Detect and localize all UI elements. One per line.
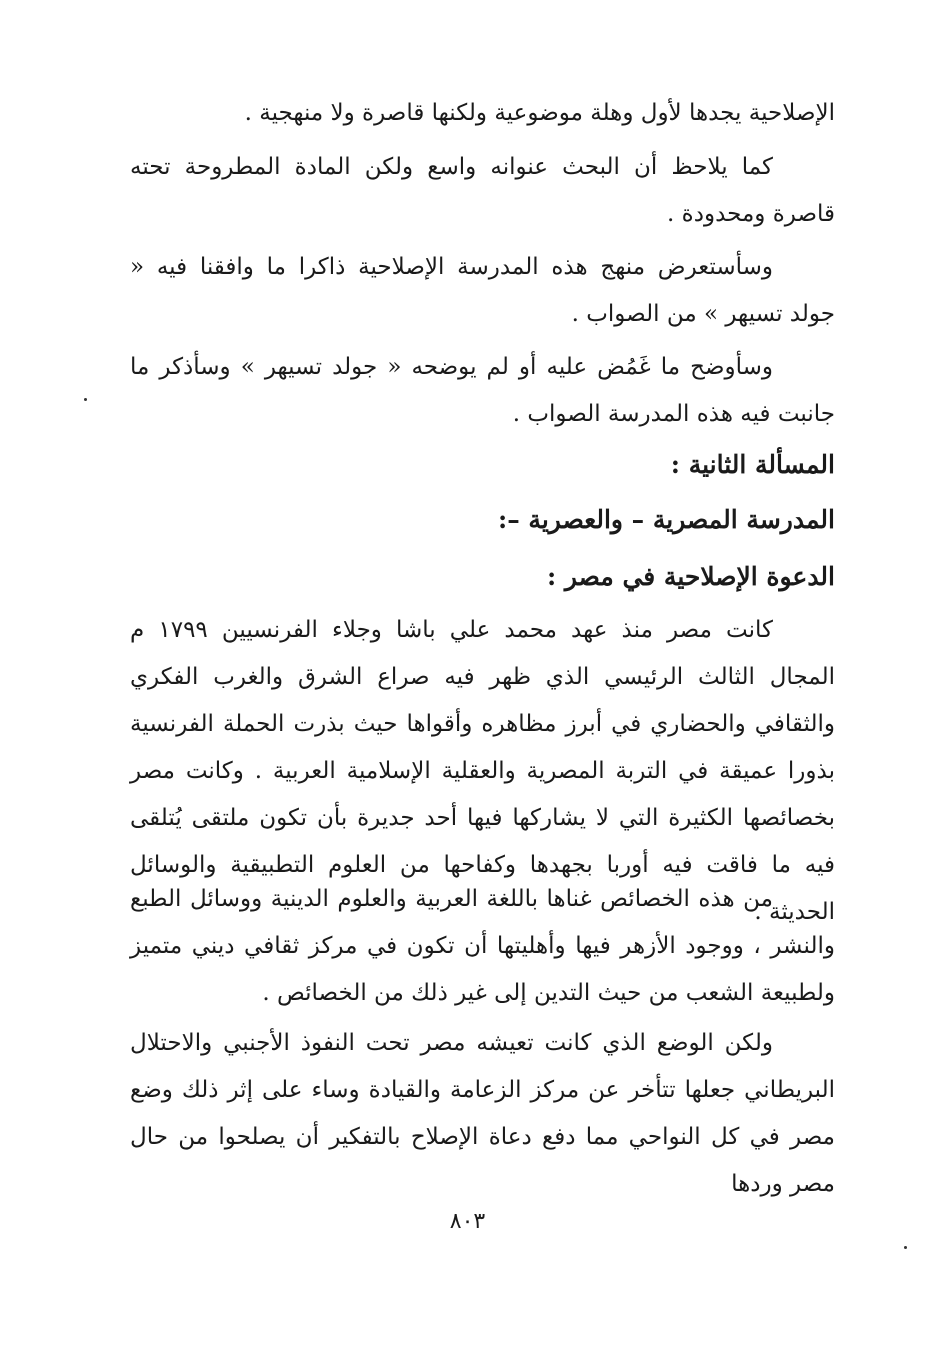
paragraph-egypt-characteristics: من هذه الخصائص غناها باللغة العربية والعلوم الدينية ووسائل الطبع والنشر ، ووجود الأزهر فيها وأهليتها أن تكون في مركز ثقافي ديني متميز ولطبيعة الشعب من حيث التدين إلى غير ذلك من الخصائص . xyxy=(130,886,835,1006)
heading-egyptian-school: المدرسة المصرية – والعصرية –: xyxy=(498,505,835,534)
paragraph-review-method: وسأستعرض منهج هذه المدرسة الإصلاحية ذاكرا ما وافقنا فيه « جولد تسيهر » من الصواب . xyxy=(130,254,835,327)
heading-second-issue: المسألة الثانية : xyxy=(670,450,835,479)
paragraph-research-title-note: كما يلاحظ أن البحث عنوانه واسع ولكن المادة المطروحة تحته قاصرة ومحدودة . xyxy=(130,154,835,227)
paragraph-intro-continuation: الإصلاحية يجدها لأول وهلة موضوعية ولكنها قاصرة ولا منهجية . xyxy=(244,100,835,126)
paragraph-egypt-history: كانت مصر منذ عهد محمد علي باشا وجلاء الفرنسيين ١٧٩٩ م المجال الثالث الرئيسي الذي ظهر فيه صراع الشرق والغرب الفكري والثقافي والحضاري في أبرز مظاهره وأقواها حيث بذرت الحملة الفرنسية بذورا عميقة في التربة المصرية والعقلية الإسلامية العربية . وكانت مصر بخصائصها الكثيرة التي لا يشاركها فيها أحد جديرة بأن تكون ملتقى يُتلقى فيه ما فاقت فيه أوربا بجهدها وكفاحها من العلوم التطبيقية والوسائل الحديثة . xyxy=(130,617,835,925)
paragraph-clarify: وسأوضح ما غَمُض عليه أو لم يوضحه « جولد تسيهر » وسأذكر ما جانبت فيه هذه المدرسة الصواب . xyxy=(130,354,835,427)
page-number: ٨٠٣ xyxy=(449,1209,486,1234)
scan-speck xyxy=(84,398,87,401)
paragraph-foreign-influence: ولكن الوضع الذي كانت تعيشه مصر تحت النفوذ الأجنبي والاحتلال البريطاني جعلها تتأخر عن مركز الزعامة والقيادة وساء على إثر ذلك وضع مصر في كل النواحي مما دفع دعاة الإصلاح بالتفكير أن يصلحوا من حال مصر وردها xyxy=(130,1030,835,1197)
scan-speck xyxy=(904,1246,907,1249)
heading-reform-call-egypt: الدعوة الإصلاحية في مصر : xyxy=(546,562,835,591)
